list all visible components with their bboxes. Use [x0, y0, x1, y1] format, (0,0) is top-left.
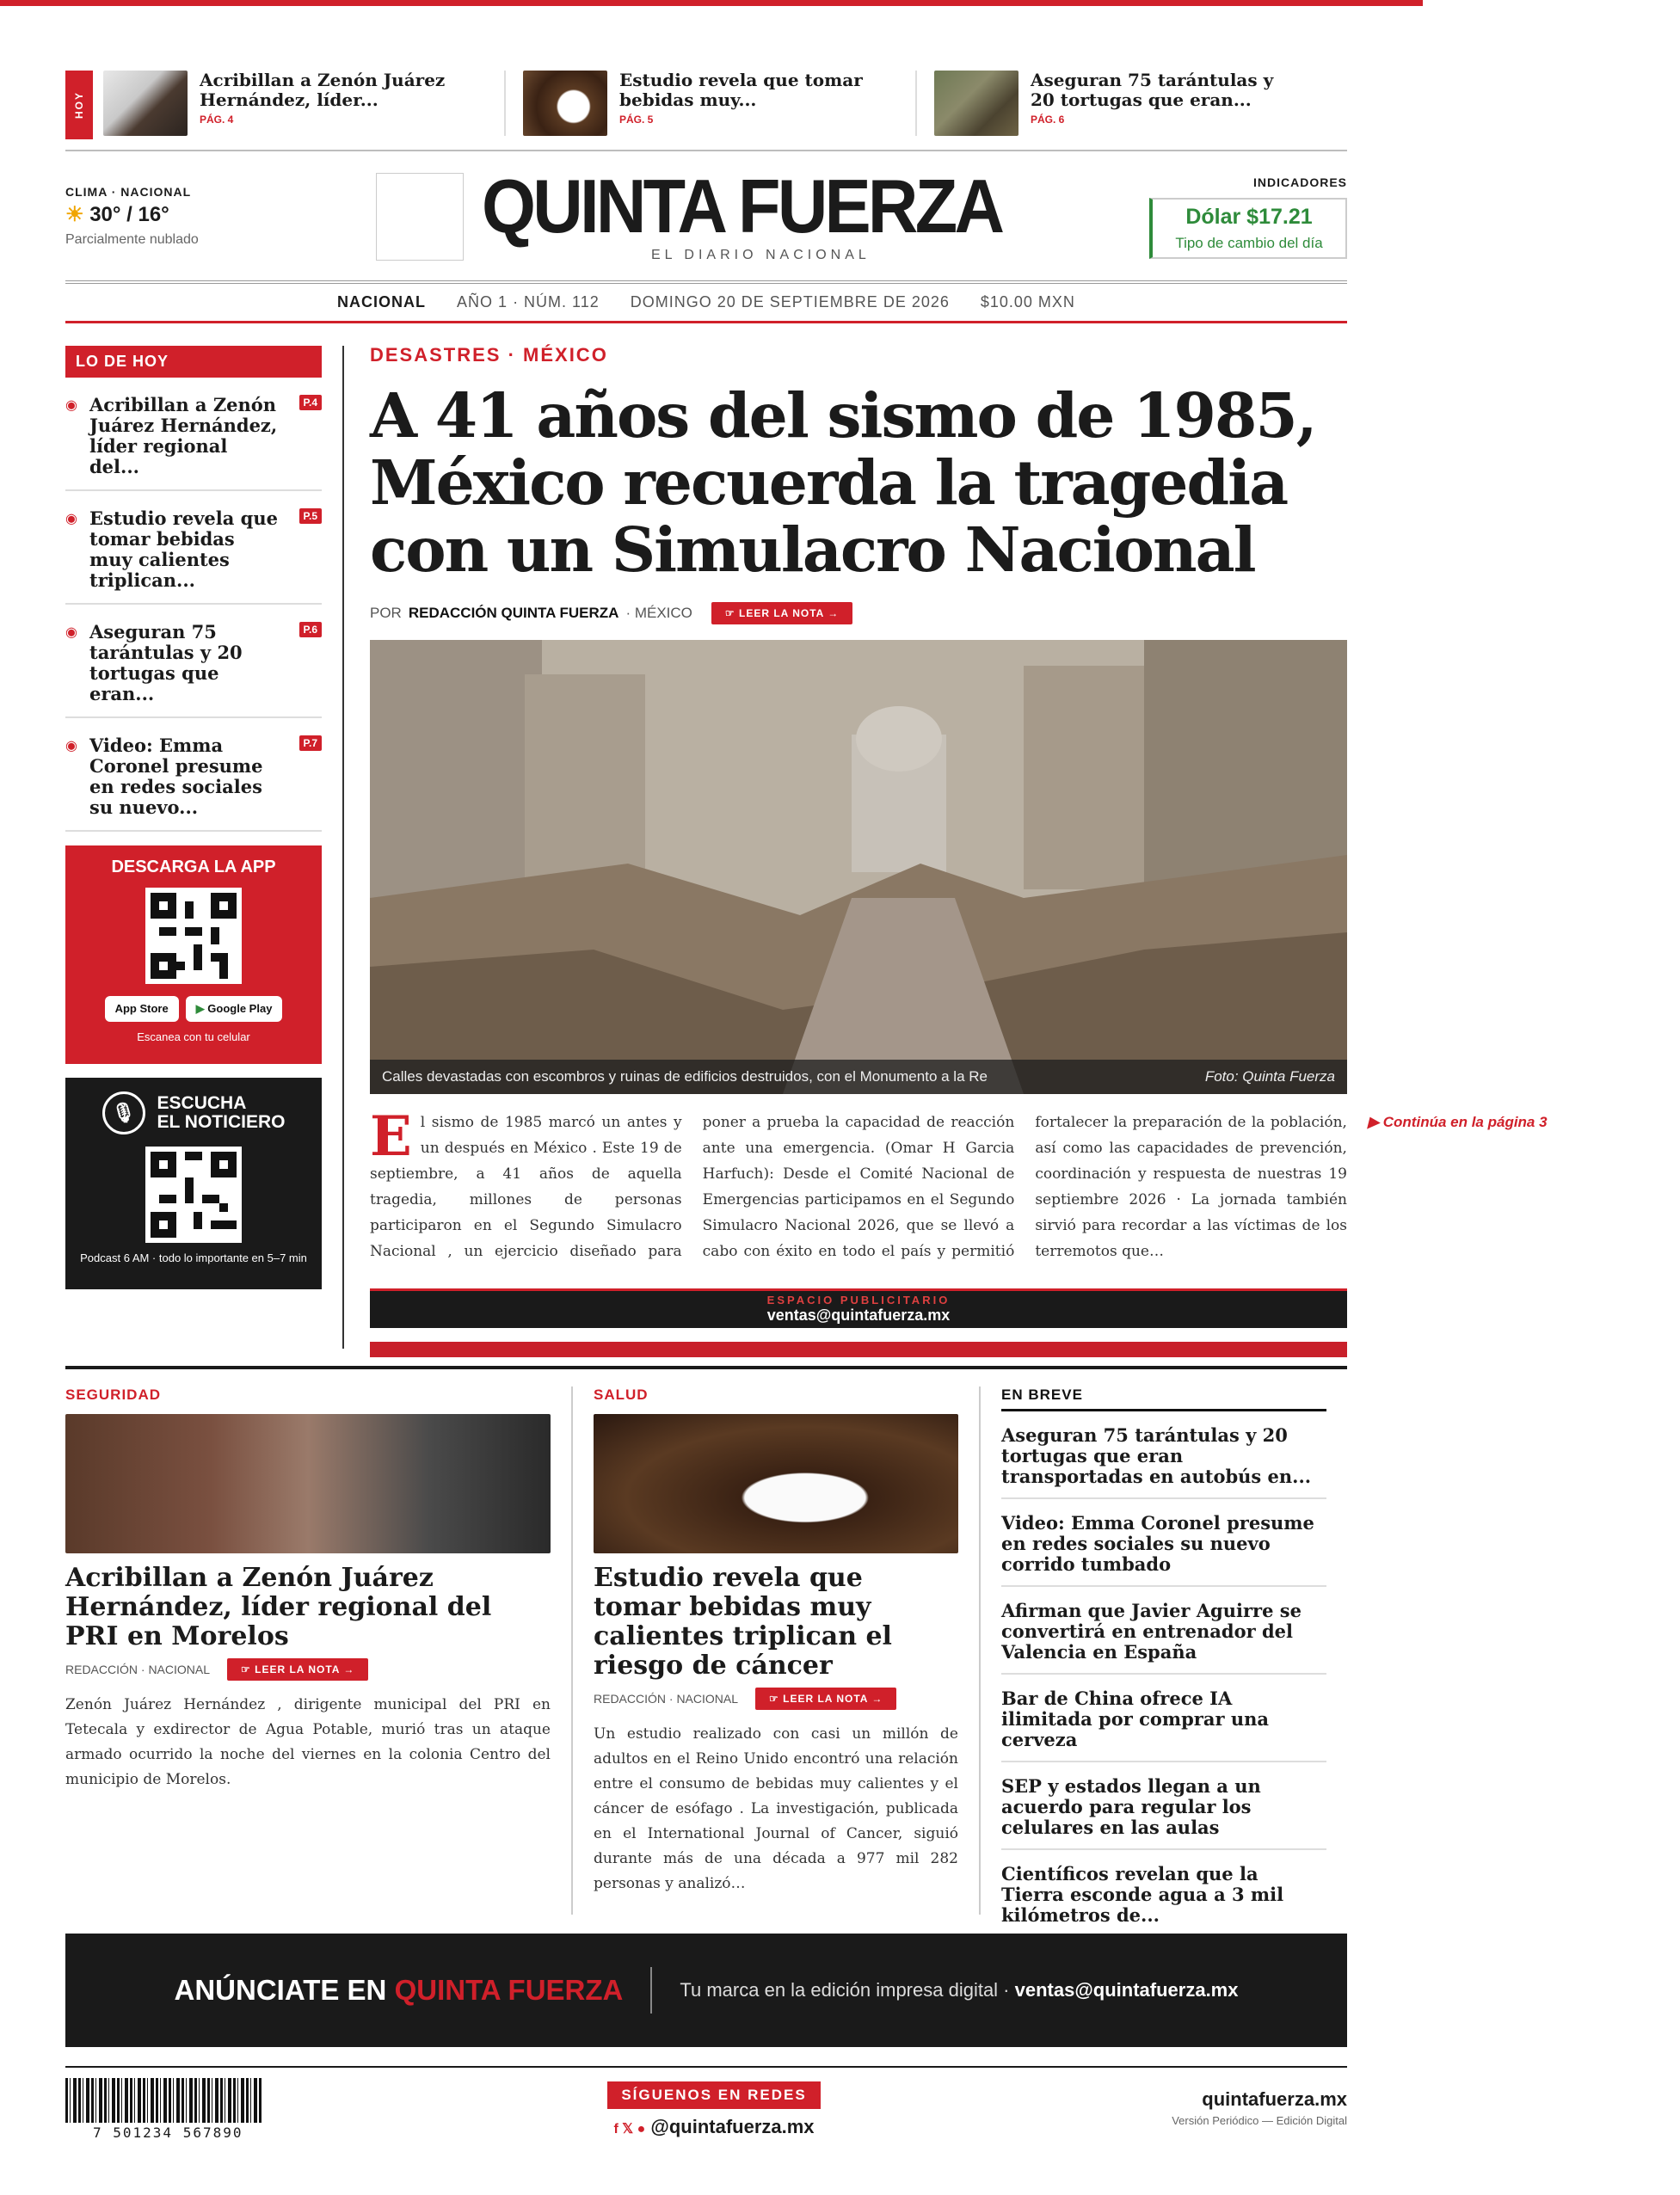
app-caption: Escanea con tu celular [137, 1030, 250, 1043]
dateline-price: $10.00 MXN [980, 293, 1075, 310]
teaser-item[interactable] [93, 71, 504, 136]
page-badge: P.4 [299, 395, 322, 410]
lead-headline[interactable]: A 41 años del sismo de 1985, México recuerda la tragedia con un Simulacro Nacional [370, 379, 1316, 586]
read-more-button[interactable]: ☞ LEER LA NOTA → [755, 1688, 896, 1710]
sidebar-item[interactable] [65, 491, 322, 605]
byline-place: · MÉXICO [625, 605, 692, 621]
social-icons[interactable]: f 𝕏 ● [613, 2122, 646, 2137]
sidebar-item[interactable] [65, 718, 322, 832]
lead-body [370, 1104, 1548, 1280]
teaser-item[interactable] [504, 71, 915, 136]
breve-item[interactable]: SEP y estados llegan a un acuerdo para regular los celulares en las aulas [1001, 1762, 1326, 1850]
footer-divider [65, 2066, 1347, 2068]
divider [65, 150, 1347, 151]
qr-code[interactable] [145, 888, 242, 984]
banner-divider [650, 1967, 652, 2014]
app-title: DESCARGA LA APP [111, 858, 276, 876]
qr-code[interactable] [145, 1147, 242, 1243]
teaser-thumbnail [934, 71, 1018, 136]
sidebar-item-title: Video: Emma Coronel presume en redes sociales su nuevo... [89, 735, 263, 818]
follow-label: SÍGUENOS EN REDES [607, 2081, 821, 2109]
section-divider [65, 1366, 1347, 1369]
weather-desc: Parcialmente nublado [65, 232, 199, 247]
lead-kicker: DESASTRES · MÉXICO [370, 344, 608, 366]
hero-credit: Foto: Quinta Fuerza [1204, 1068, 1335, 1085]
weather-temp: 30° / 16° [89, 203, 169, 226]
dateline [65, 280, 1347, 323]
indicators-widget [1149, 175, 1347, 259]
story-photo [65, 1414, 551, 1553]
eye-icon: ◉ [65, 398, 77, 413]
section-label: SALUD [594, 1386, 649, 1403]
podcast-title-1: ESCUCHA [157, 1093, 247, 1113]
podcast-box [65, 1078, 322, 1289]
top-accent-line [0, 0, 1423, 6]
breve-item[interactable]: Video: Emma Coronel presume en redes sociales su nuevo corrido tumbado [1001, 1499, 1326, 1587]
dollar-box [1149, 198, 1347, 259]
column-divider [979, 1386, 981, 1915]
podcast-title-2: EL NOTICIERO [157, 1112, 286, 1132]
masthead-title: QUINTA FUERZA [482, 163, 1002, 249]
lead-byline [370, 602, 1347, 624]
indicators-label: INDICADORES [1252, 175, 1347, 189]
ad-banner[interactable] [65, 1934, 1347, 2047]
sidebar-item[interactable] [65, 378, 322, 491]
eye-icon: ◉ [65, 625, 77, 640]
read-more-button[interactable]: ☞ LEER LA NOTA → [711, 602, 852, 624]
logo-image [376, 173, 464, 261]
weather-widget [65, 185, 199, 248]
page-badge: P.6 [299, 622, 322, 637]
barcode [65, 2078, 263, 2123]
footer-right [1172, 2088, 1347, 2127]
page-badge: P.7 [299, 735, 322, 751]
teaser-title: Aseguran 75 tarántulas y 20 tortugas que eran... [1031, 70, 1274, 110]
dateline-date: DOMINGO 20 DE SEPTIEMBRE DE 2026 [630, 293, 950, 310]
teaser-title: Estudio revela que tomar bebidas muy... [619, 70, 863, 110]
teaser-strip [65, 71, 1347, 150]
banner-tag: Tu marca en la edición impresa digital · [680, 1979, 1015, 2001]
sidebar-title: LO DE HOY [65, 346, 322, 378]
teaser-title: Acribillan a Zenón Juárez Hernández, líder... [200, 70, 446, 110]
story-photo [594, 1414, 958, 1553]
story-meta: REDACCIÓN · NACIONAL [65, 1663, 211, 1676]
hero-illustration [370, 640, 1347, 1094]
breve-item[interactable]: Afirman que Javier Aguirre se convertirá en entrenador del Valencia en España [1001, 1587, 1326, 1675]
masthead-subtitle: EL DIARIO NACIONAL [651, 248, 871, 262]
hero-photo [370, 640, 1347, 1094]
banner-brand: QUINTA FUERZA [394, 1974, 624, 2006]
story-headline[interactable]: Acribillan a Zenón Juárez Hernández, líder regional del PRI en Morelos [65, 1563, 492, 1651]
teaser-page: PÁG. 5 [619, 114, 654, 126]
barcode-number: 7 501234 567890 [93, 2124, 243, 2141]
teaser-item[interactable] [915, 71, 1326, 136]
section-label: SEGURIDAD [65, 1386, 162, 1403]
red-bar [370, 1342, 1347, 1357]
hero-caption: Calles devastadas con escombros y ruinas de edificios destruidos, con el Monumento a la Re [382, 1068, 988, 1085]
edition-note: Versión Periódico — Edición Digital [1172, 2114, 1347, 2127]
ad-strip-email: ventas@quintafuerza.mx [766, 1307, 951, 1324]
podcast-caption: Podcast 6 AM · todo lo importante en 5–7 min [80, 1251, 307, 1264]
ad-strip-label: ESPACIO PUBLICITARIO [766, 1294, 951, 1307]
teaser-thumbnail [523, 71, 607, 136]
breve-item[interactable]: Científicos revelan que la Tierra esconde agua a 3 mil kilómetros de... [1001, 1850, 1326, 1938]
site-url[interactable]: quintafuerza.mx [1202, 2088, 1347, 2110]
byline-author: REDACCIÓN QUINTA FUERZA [408, 605, 619, 621]
story-headline[interactable]: Estudio revela que tomar bebidas muy calientes triplican el riesgo de cáncer [594, 1563, 892, 1681]
column-divider [571, 1386, 573, 1915]
lead-story [370, 344, 1548, 1357]
seguridad-story [65, 1386, 551, 1792]
ad-strip[interactable] [370, 1288, 1347, 1328]
sidebar-item-title: Estudio revela que tomar bebidas muy calientes triplican... [89, 507, 278, 591]
story-text: Zenón Juárez Hernández , dirigente municipal del PRI en Tetecala y exdirector de Agua Potable, murió tras un ataque armado ocurrido la noche del viernes en la colonia Centro del municipio de Morelos. [65, 1696, 551, 1788]
drop-cap: E [370, 1104, 412, 1169]
dollar-desc: Tipo de cambio del día [1175, 235, 1323, 251]
sidebar-item[interactable] [65, 605, 322, 718]
banner-email: ventas@quintafuerza.mx [1014, 1979, 1239, 2001]
dateline-section: NACIONAL [337, 293, 427, 310]
story-meta: REDACCIÓN · NACIONAL [594, 1692, 739, 1706]
microphone-icon[interactable]: 🎙 [102, 1091, 145, 1134]
teaser-thumbnail [103, 71, 188, 136]
salud-story [594, 1386, 958, 1897]
sidebar-item-title: Acribillan a Zenón Juárez Hernández, líder regional del... [89, 394, 278, 477]
banner-lead: ANÚNCIATE EN [174, 1974, 395, 2006]
app-download-box [65, 845, 322, 1064]
breve-item[interactable]: Aseguran 75 tarántulas y 20 tortugas que eran transportadas en autobús en... [1001, 1411, 1326, 1499]
teaser-page: PÁG. 4 [200, 114, 234, 126]
app-store-button[interactable]: App Store [105, 996, 179, 1022]
weather-label: CLIMA · NACIONAL [65, 185, 192, 199]
google-play-button[interactable]: ▶ Google Play [186, 996, 283, 1022]
section-label: EN BREVE [1001, 1386, 1326, 1411]
sidebar [65, 346, 322, 1289]
byline-prefix: POR [370, 605, 402, 621]
dateline-edition: AÑO 1 · NÚM. 112 [457, 293, 600, 310]
lead-body-text: l sismo de 1985 marcó un antes y un después en México . Este 19 de septiembre, a 41 años de aquella tragedia, millones de personas participaron en el Segundo Simulacro Nacional , un ejercicio diseñado para poner a prueba la capacidad de reacción ante una emergencia. (Omar H Garcia Harfuch): Desde el Comité Nacional de Emergencias participamos en el Segundo Simulacro Nacional 2026, que se llevó a cabo con éxito en todo el país y permitió fortalecer la preparación de la población, así como las capacidades de prevención, coordinación y respuesta de nuestras 19 septiembre 2026 · La jornada también sirvió para recordar a las víctimas de los terremotos que… [370, 1114, 1347, 1260]
sidebar-item-title: Aseguran 75 tarántulas y 20 tortugas que eran... [89, 621, 243, 704]
en-breve [1001, 1386, 1326, 1938]
hoy-label: HOY [65, 71, 93, 139]
social-block [607, 2081, 821, 2138]
dollar-rate: Dólar $17.21 [1185, 205, 1313, 229]
social-handle[interactable]: @quintafuerza.mx [650, 2116, 815, 2137]
continue-link[interactable]: ▶ Continúa en la página 3 [1367, 1114, 1548, 1130]
story-text: Un estudio realizado con casi un millón de adultos en el Reino Unido encontró una relación entre el consumo de bebidas muy calientes y el cáncer de esófago . La investigación, publicada en el International Journal of Cancer, siguió durante más de una década a 977 mil 282 personas y analizó… [594, 1725, 958, 1892]
eye-icon: ◉ [65, 512, 77, 526]
breve-item[interactable]: Bar de China ofrece IA ilimitada por comprar una cerveza [1001, 1675, 1326, 1762]
page-badge: P.5 [299, 508, 322, 524]
play-icon: ▶ [195, 1002, 208, 1015]
sun-icon: ☀ [65, 203, 84, 226]
teaser-page: PÁG. 6 [1031, 114, 1065, 126]
read-more-button[interactable]: ☞ LEER LA NOTA → [227, 1658, 368, 1681]
column-divider [342, 346, 344, 1349]
eye-icon: ◉ [65, 739, 77, 753]
